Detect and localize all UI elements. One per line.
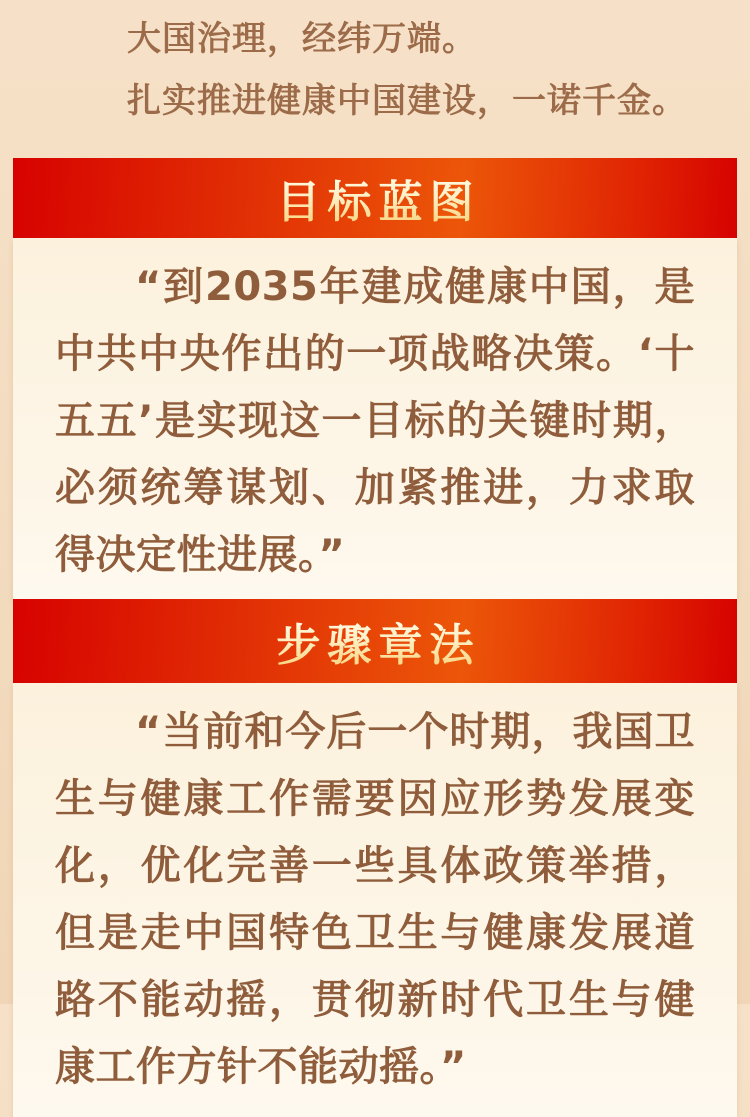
section-header-banner	[13, 599, 737, 683]
quote-card	[13, 683, 737, 1117]
section-header-banner	[13, 158, 737, 238]
quote-card	[13, 238, 737, 599]
section-title: 目标蓝图	[269, 166, 480, 230]
section-goal-blueprint	[13, 158, 737, 599]
quote-paragraph: “到2035年建成健康中国，是中共中央作出的一项战略决策。‘十五五’是实现这一目标的关键时期，必须统筹谋划、加紧推进，力求取得决定性进展。”	[55, 264, 695, 578]
quote-paragraph: “当前和今后一个时期，我国卫生与健康工作需要因应形势发展变化，优化完善一些具体政策举措，但是走中国特色卫生与健康发展道路不能动摇，贯彻新时代卫生与健康工作方针不能动摇。”	[55, 709, 695, 1090]
intro-couplet	[0, 0, 750, 132]
section-title: 步骤章法	[269, 609, 480, 673]
intro-line-2: 扎实推进健康中国建设，一诺千金。	[127, 81, 687, 121]
intro-line-1: 大国治理，经纬万端。	[127, 19, 477, 59]
section-steps-method	[13, 599, 737, 1117]
